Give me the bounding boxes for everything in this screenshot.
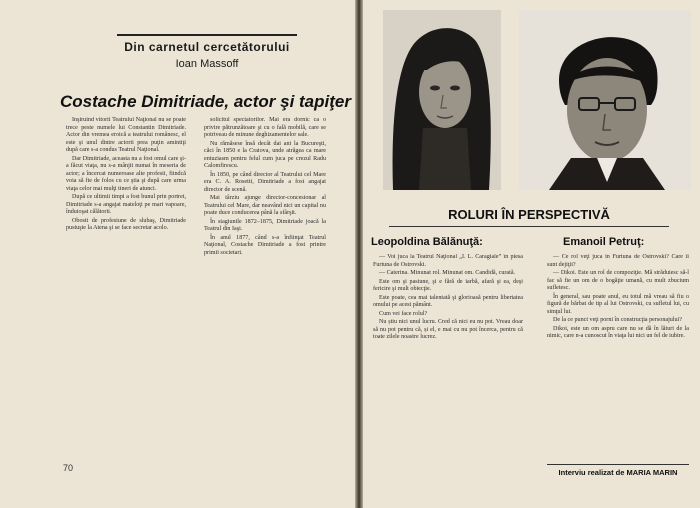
interview-column-right — [547, 254, 689, 454]
paragraph: Este poate, cea mai talentată şi glorioasă pentru libertatea omului pe acest pământ. — [373, 294, 523, 308]
photo-actor — [519, 10, 691, 190]
paragraph: În general, sau poate anul, eu totul mă vreau să fiu o figură de bărbat de tip al lui Ostrovski, cu sufletul lui, cu simţul lui. — [547, 293, 689, 315]
interviewee-right-name: Emanoil Petruţ: — [563, 236, 645, 248]
interviewee-left-name: Leopoldina Bălănuţă: — [371, 236, 483, 248]
article-column-2 — [204, 117, 326, 499]
section-title-text: ROLURI ÎN PERSPECTIVĂ — [448, 207, 610, 222]
article-column-1 — [66, 117, 186, 457]
interview-column-left — [373, 254, 523, 488]
paragraph: După ce ultimii timpi a fost bunul prin portret, Dimitriade s-a angajat mateloţi pe mari vapoare, înduioşat călătorii. — [66, 194, 186, 215]
title-rule — [389, 226, 669, 227]
header-rule — [117, 34, 297, 36]
paragraph: Nu știu nici unul lucru. Cred că nici eu nu pot. Vreau doar să nu pot pentru că, și el, e mai cu nu pot încerca, pentru că toate zilele noastre lucrez. — [373, 319, 523, 340]
paragraph: În 1850, pe când director al Teatrului cel Mare era C. A. Rosetti, Dimitriade a fost angajat director de scenă. — [204, 171, 326, 193]
paragraph: În anul 1877, când s-a înfiinţat Teatrul Naţional, Costache Dimitriade a fost printre primii societari. — [204, 234, 326, 256]
paragraph: — Ce rol veţi juca în Furtuna de Ostrovski? Care îi sunt dejiţii? — [547, 254, 689, 268]
article-title: Costache Dimitriade, actor şi tapiţer — [60, 92, 351, 111]
paragraph: — Voi juca la Teatrul Naţional „I. L. Caragiale” în piesa Furtuna de Ostrovski. — [373, 254, 523, 268]
paragraph: — Dikoi. Este un rol de compoziţie. Mă străduiesc să-l fac să fie un om de o bogăţie umană, cu mult zbucium sufletesc. — [547, 270, 689, 291]
paragraph: Obosit de profesiune de slubaş, Dimitriade pustuşte la Atena şi se face secretar acolo. — [66, 217, 186, 231]
book-gutter — [355, 0, 363, 508]
paragraph: Nu rămăsese însă decât dai ani la Bucureşti, căci în 1850 e la Craiova, unde atrăgea ca mare entuziasm pentru felul cum juca pe crezul Radu Calomfirescu. — [204, 140, 326, 169]
column-title: Din carnetul cercetătorului — [124, 40, 290, 54]
interview-credit — [547, 464, 689, 477]
paragraph: Este om şi pasiune, şi e fără de iarbă, afară şi ea, deşi fericire şi mult obiecţie. — [373, 278, 523, 292]
author-name: Ioan Massoff — [175, 58, 239, 70]
paragraph: Mai târziu ajunge director-concesionar al Teatrului cel Mare, dar neavând nici un capital nu poate duce conducerea până la sfârşit. — [204, 195, 326, 216]
paragraph: Dikoi, este un om aspru care nu se dă în lături de la nimic, care n-a cunoscut în viaţa lui nici un fel de iubire. — [547, 325, 689, 339]
credit-text: Interviu realizat de MARIA MARIN — [558, 468, 678, 477]
section-title — [389, 207, 669, 227]
paragraph: Înşiruind vitorii Teatrului Naţional nu se poate trece peste numele lui Constantin Dimitriade. Actor din vremea eroică a teatrului românesc, el este şi unul dintre actorii prea puţin amintiţi după care s-a condus Teatrul Naţional. — [66, 117, 186, 153]
paragraph: De la ce punct veţi porni în construcţia personajului? — [553, 317, 682, 323]
paragraph: În stagiunile 1872–1875, Dimitriade joacă la Teatrul din Iaşi. — [204, 218, 326, 232]
paragraph: Cum vei face rolul? — [379, 310, 428, 317]
credit-rule — [547, 464, 689, 465]
right-page — [363, 0, 700, 508]
page-number: 70 — [63, 463, 74, 473]
paragraph: Dar Dimitriade, aceasta nu a fost omul care şi-a făcut viaţa, nu s-a mânjit numai în meseria de actor; a încercat numeroase alte profesii, fiindcă voia să fie de folos cu ce ştia şi după care urma viaţa celor mai mulţi tineri de atunci. — [66, 155, 186, 192]
paragraph: solicitul spectatorilor. Mai era dornic ca o privire pătrunzătoare şi cu o fală mobilă, care se potriveau de minune deghizamentelor sale. — [204, 117, 326, 138]
column-header — [92, 34, 322, 70]
photo-actress — [383, 10, 501, 190]
paragraph: — Caterina. Minunat rol. Minunat om. Candidă, curată. — [379, 270, 516, 276]
